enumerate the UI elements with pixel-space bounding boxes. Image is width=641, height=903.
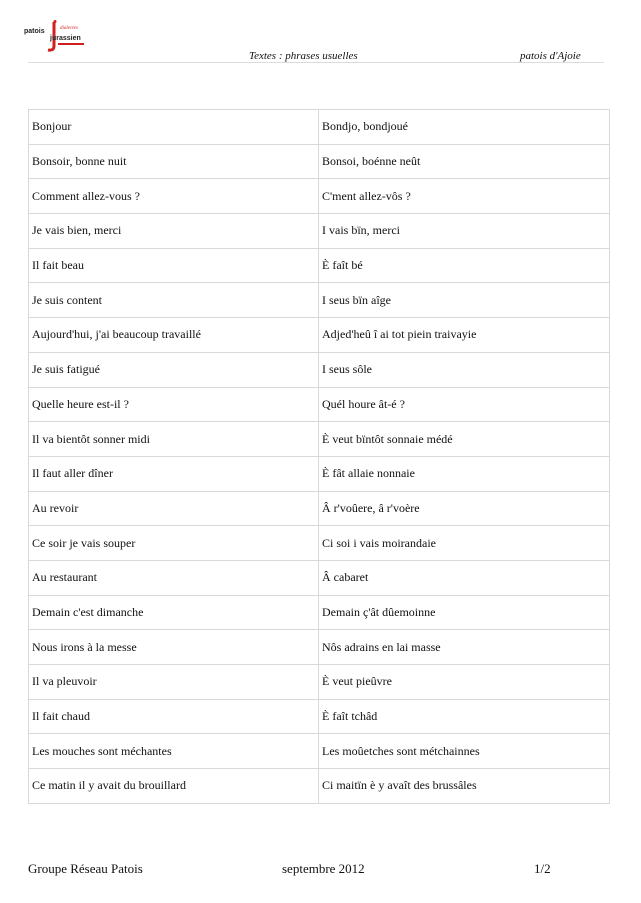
svg-text:patois: patois xyxy=(24,28,45,35)
french-phrase: Ce matin il y avait du brouillard xyxy=(29,769,319,804)
french-phrase: Il va bientôt sonner midi xyxy=(29,422,319,457)
french-phrase: Je vais bien, merci xyxy=(29,214,319,249)
patois-phrase: Adjed'heû î ai tot piein traivayie xyxy=(319,318,610,353)
table-row xyxy=(29,456,610,491)
patois-jurassien-logo-icon xyxy=(24,20,94,52)
table-row xyxy=(29,560,610,595)
table-row xyxy=(29,491,610,526)
patois-phrase: È faît bé xyxy=(319,248,610,283)
french-phrase: Ce soir je vais souper xyxy=(29,526,319,561)
table-row xyxy=(29,179,610,214)
phrases-table xyxy=(28,109,610,804)
logo xyxy=(24,20,94,52)
footer-page-number: 1/2 xyxy=(534,861,551,876)
french-phrase: Je suis content xyxy=(29,283,319,318)
french-phrase: Il fait beau xyxy=(29,248,319,283)
table-row xyxy=(29,214,610,249)
french-phrase: Il fait chaud xyxy=(29,699,319,734)
table-row xyxy=(29,352,610,387)
french-phrase: Quelle heure est-il ? xyxy=(29,387,319,422)
table-row xyxy=(29,734,610,769)
table-row xyxy=(29,630,610,665)
french-phrase: Il va pleuvoir xyxy=(29,665,319,700)
french-phrase: Nous irons à la messe xyxy=(29,630,319,665)
french-phrase: Au revoir xyxy=(29,491,319,526)
svg-text:jurassien: jurassien xyxy=(50,35,81,42)
table-row xyxy=(29,318,610,353)
table-row xyxy=(29,769,610,804)
table-row xyxy=(29,248,610,283)
footer-date: septembre 2012 xyxy=(282,861,365,876)
table-row xyxy=(29,110,610,145)
french-phrase: Demain c'est dimanche xyxy=(29,595,319,630)
french-phrase: Il faut aller dîner xyxy=(29,456,319,491)
table-row xyxy=(29,144,610,179)
header-document-title: Textes : phrases usuelles xyxy=(249,50,358,62)
patois-phrase: Nôs adrains en lai masse xyxy=(319,630,610,665)
patois-phrase: Ci maitïn è y avaît des brussâles xyxy=(319,769,610,804)
french-phrase: Je suis fatigué xyxy=(29,352,319,387)
french-phrase: Bonsoir, bonne nuit xyxy=(29,144,319,179)
patois-phrase: I vais bïn, merci xyxy=(319,214,610,249)
patois-phrase: Â r'voûere, â r'voère xyxy=(319,491,610,526)
table-row xyxy=(29,387,610,422)
header-dialect-name: patois d'Ajoie xyxy=(520,50,581,62)
patois-phrase: È veut pieûvre xyxy=(319,665,610,700)
table-row xyxy=(29,665,610,700)
french-phrase: Aujourd'hui, j'ai beaucoup travaillé xyxy=(29,318,319,353)
footer-group-name: Groupe Réseau Patois xyxy=(28,861,143,876)
patois-phrase: C'ment allez-vôs ? xyxy=(319,179,610,214)
french-phrase: Les mouches sont méchantes xyxy=(29,734,319,769)
french-phrase: Comment allez-vous ? xyxy=(29,179,319,214)
patois-phrase: Les moûetches sont métchainnes xyxy=(319,734,610,769)
patois-phrase: È faît tchâd xyxy=(319,699,610,734)
table-row xyxy=(29,699,610,734)
table-row xyxy=(29,283,610,318)
table-row xyxy=(29,422,610,457)
table-row xyxy=(29,526,610,561)
patois-phrase: Bondjo, bondjoué xyxy=(319,110,610,145)
svg-text:dialectes: dialectes xyxy=(60,26,78,31)
patois-phrase: I seus sôle xyxy=(319,352,610,387)
patois-phrase: Demain ç'ât dûemoinne xyxy=(319,595,610,630)
patois-phrase: È fât allaie nonnaie xyxy=(319,456,610,491)
french-phrase: Au restaurant xyxy=(29,560,319,595)
patois-phrase: Â cabaret xyxy=(319,560,610,595)
french-phrase: Bonjour xyxy=(29,110,319,145)
header-divider xyxy=(28,62,604,63)
patois-phrase: Ci soi i vais moirandaie xyxy=(319,526,610,561)
patois-phrase: Bonsoi, boénne neût xyxy=(319,144,610,179)
patois-phrase: È veut bïntôt sonnaie médé xyxy=(319,422,610,457)
patois-phrase: Quél houre ât-é ? xyxy=(319,387,610,422)
table-row xyxy=(29,595,610,630)
patois-phrase: I seus bïn aîge xyxy=(319,283,610,318)
